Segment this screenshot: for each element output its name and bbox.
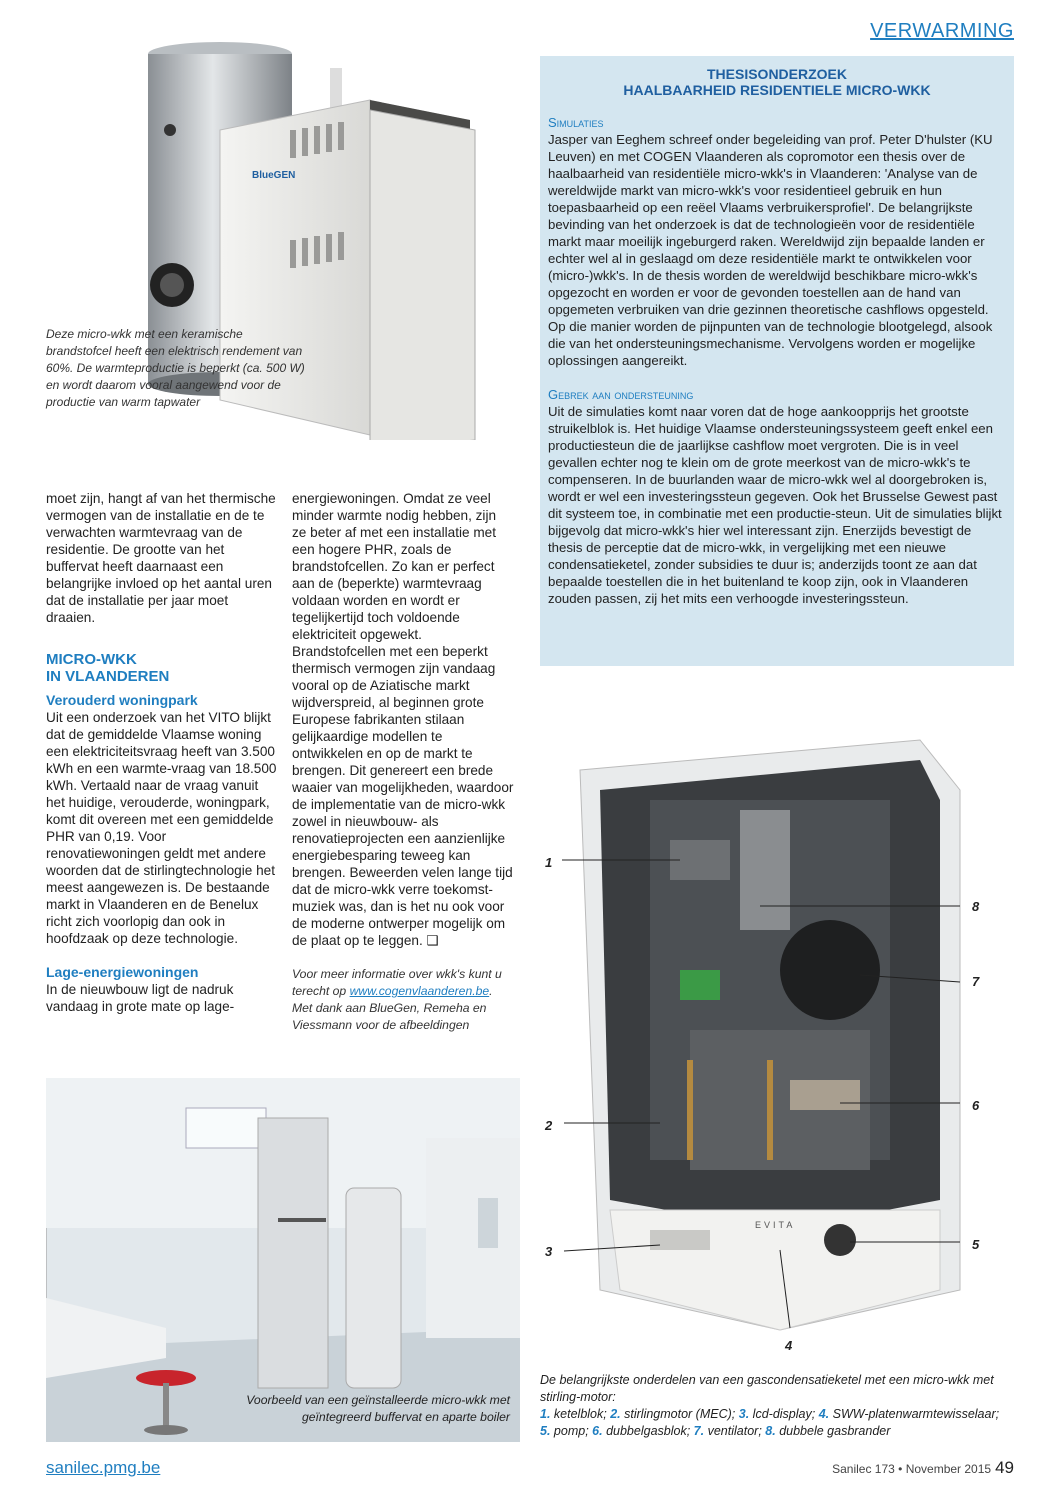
section-tag: VERWARMING	[870, 20, 1014, 42]
paragraph: Uit een onderzoek van het VITO blijkt dat de gemiddelde Vlaamse woning een elektriciteitsvraag heeft van 3.500 kWh en een warmte-vraag van 18.500 kWh. Vertaald naar de vraag vanuit het huidige, verouderde, woningpark, komt dit overeen met een gemiddelde PHR van 0,19. Voor renovatiewoningen geldt met andere woorden dat de stirlingtechnologie het meest aangewezen is. De bestaande markt in Vlaanderen en de Benelux richt zich voorlopig dan ook in hoofdzaak op deze technologie.	[46, 710, 277, 946]
paragraph: moet zijn, hangt af van het thermische vermogen van de installatie en de te verwachten warmtevraag van de residentie. De grootte van het buffervat heeft daarnaast een belangrijke invloed op het aantal uren dat de installatie per jaar moet draaien.	[46, 491, 276, 625]
end-mark: ❑	[426, 933, 439, 948]
image-credit: Voor meer informatie over wkk's kunt u terecht op www.cogenvlaanderen.be. Met dank aan BlueGen, Remeha en Viessmann voor de afbeeldingen	[292, 967, 502, 1032]
cogen-link[interactable]: www.cogenvlaanderen.be	[349, 984, 490, 998]
text-column-1	[46, 490, 278, 1015]
callout-5: 5	[972, 1237, 980, 1252]
subheading-lage-energie: Lage-energiewoningen	[46, 964, 199, 980]
room-image-caption: Voorbeeld van een geïnstalleerde micro-wkk met geïntegreerd buffervat en aparte boiler	[246, 1393, 510, 1424]
callout-4: 4	[785, 1338, 793, 1353]
subheading-verouderd: Verouderd woningpark	[46, 692, 198, 708]
footer-site-link[interactable]: sanilec.pmg.be	[46, 1458, 161, 1477]
text-column-2	[292, 490, 514, 1034]
installed-micro-wkk-room-image	[46, 1078, 520, 1442]
thesis-section-simulaties: Simulaties	[548, 115, 604, 130]
callout-7: 7	[972, 974, 980, 989]
paragraph: energiewoningen. Omdat ze veel minder warmte nodig hebben, zijn ze beter af met een installatie met een hogere PHR, zoals de brandstofcellen. Zo kan er perfect aan de (beperkte) warmtevraag voldaan worden en wordt er tegelijkertijd toch voldoende elektriciteit opgewekt. Brandstofcellen met een beperkt thermisch vermogen zijn vandaag vooral op de Aziatische markt wijdverspreid, al beginnen grote Europese fabrikanten stilaan gelijkaardige modellen te ontwikkelen en op de markt te brengen. Dit genereert een brede waaier van mogelijkheden, waardoor de implementatie van de micro-wkk zowel in nieuwbouw- als renovatieprojecten een aanzienlijke energiebesparing teweeg kan brengen. Beweerden velen lange tijd dat de micro-wkk verre toekomst-muziek was, dan is het nu ook voor de moderne ontwerper mogelijk om de plaat op te leggen. ❑	[292, 491, 514, 948]
callout-6: 6	[972, 1098, 980, 1113]
callout-8: 8	[972, 899, 980, 914]
paragraph: In de nieuwbouw ligt de nadruk vandaag in grote mate op lage-	[46, 982, 235, 1014]
section-heading-line2: IN VLAANDEREN	[46, 668, 170, 685]
paragraph: Jasper van Eeghem schreef onder begeleiding van prof. Peter D'hulster (KU Leuven) en met COGEN Vlaanderen als copromotor een thesis over de haalbaarheid van residentiële micro-wkk's in Vlaanderen: 'Analyse van de wereldwijde markt van micro-wkk's voor residentieel gebruik en hun toepasbaarheid op een reëel Vlaams verbruikersprofiel'. De belangrijkste bevinding van het onderzoek is dat de technologieën voor de residentiële markt maar moeilijk ingeburgerd raken. Wereldwijd zijn bepaalde landen er echter wel al in geslaagd om deze residentiële markt te ontwikkelen voor (micro-)wkk's. In de thesis worden de wereldwijd beschikbare micro-wkk's opgezocht en worden er voor de gevonden toestellen aan de hand van opgemeten verbruiken van drie gezinnen theoretische cashflows opgesteld. Op die manier worden de pijnpunten van de technologie blootgelegd, alsook die van het ondersteuningsmechanisme. Vervolgens worden er mogelijke oplossingen aangereikt.	[548, 132, 993, 368]
page-number: 49	[995, 1458, 1014, 1477]
evita-logo: EVITA	[755, 1220, 796, 1230]
thesis-section-gebrek: Gebrek aan ondersteuning	[548, 387, 694, 402]
callout-1: 1	[545, 855, 553, 870]
thesis-sidebar-box	[540, 56, 1014, 666]
thesis-title-line2: HAALBAARHEID RESIDENTIELE MICRO-WKK	[623, 82, 931, 98]
callout-3: 3	[545, 1244, 553, 1259]
callout-2: 2	[545, 1118, 553, 1133]
section-heading-line1: MICRO-WKK	[46, 651, 137, 668]
boiler-cutaway-image	[540, 730, 1014, 1370]
boiler-caption: De belangrijkste onderdelen van een gascondensatieketel met een micro-wkk met stirling-motor: 1. ketelblok; 2. stirlingmotor (MEC); 3. lcd-display; 4. SWW-platenwarmtewisselaar; 5. pomp; 6. dubbelgasblok; 7. ventilator; 8. dubbele gasbrander	[540, 1373, 1000, 1438]
thesis-title-line1: THESISONDERZOEK	[706, 66, 847, 82]
paragraph: Uit de simulaties komt naar voren dat de hoge aankoopprijs het grootste struikelblok is. Het huidige Vlaamse ondersteuningssysteem geeft enkel een productiesteun die de jaarlijkse cashflow moet vergroten. Die is in veel gevallen echter nog te klein om de grote meerkost van de micro-wkk's te compenseren. In de buurlanden waar de micro-wkk wel al doorgebroken is, wordt er wel een investeringssteun gegeven. Ook het Brusselse Gewest past dit systeem toe, in combinatie met een productie-steun. Uit de simulaties blijkt bijgevolg dat micro-wkk's hier wel interessant zijn. Enerzijds bevestigt de thesis de perceptie dat de micro-wkk, in vergelijking met een nieuwe condensatieketel, zonder subsidies te duur is; anderzijds toont ze aan dat bepaalde toestellen die in het buitenland te koop zijn, ook in Vlaanderen zouden passen, zij het mits een verhoogde investeringssteun.	[548, 404, 1002, 606]
bluegen-logo: BlueGEN	[252, 170, 296, 181]
top-image-caption: Deze micro-wkk met een keramische brandstofcel heeft een elektrisch rendement van 60%. De warmteproductie is beperkt (ca. 500 W) en wordt daarom vooral aangewend voor de productie van warm tapwater	[46, 327, 305, 409]
footer-issue: Sanilec 173 • November 2015 49	[832, 1458, 1014, 1477]
